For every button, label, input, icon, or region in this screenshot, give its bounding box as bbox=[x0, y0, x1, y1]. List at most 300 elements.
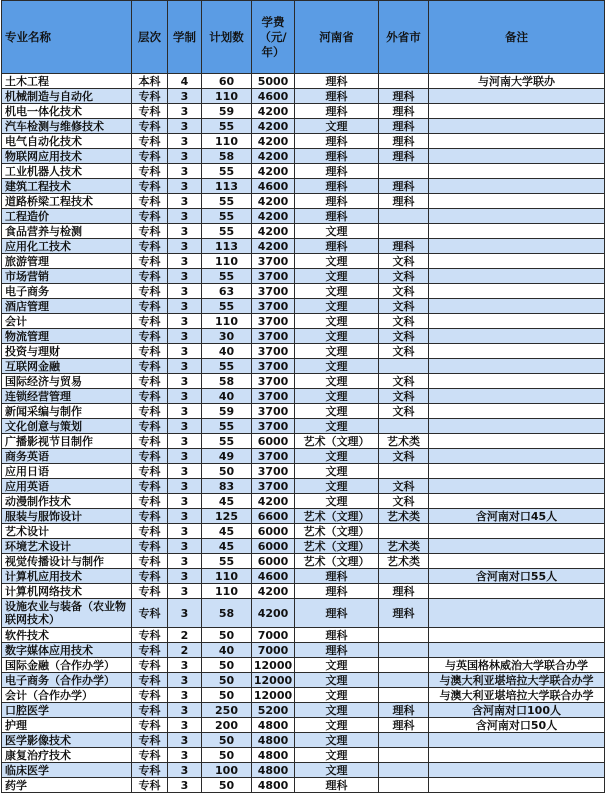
cell-fee: 4200 bbox=[252, 224, 295, 239]
cell-level: 专科 bbox=[132, 718, 168, 733]
cell-note bbox=[429, 239, 605, 254]
cell-outside bbox=[379, 733, 429, 748]
cell-plan: 50 bbox=[202, 464, 252, 479]
cell-henan: 文理 bbox=[295, 269, 379, 284]
header-name: 专业名称 bbox=[2, 1, 132, 74]
cell-name: 视觉传播设计与制作 bbox=[2, 554, 132, 569]
cell-henan: 文理 bbox=[295, 254, 379, 269]
cell-level: 专科 bbox=[132, 164, 168, 179]
cell-fee: 4800 bbox=[252, 778, 295, 793]
cell-note bbox=[429, 479, 605, 494]
table-row bbox=[2, 703, 605, 718]
cell-outside bbox=[379, 359, 429, 374]
cell-henan: 文理 bbox=[295, 404, 379, 419]
cell-note bbox=[429, 434, 605, 449]
cell-name: 会计 bbox=[2, 314, 132, 329]
table-row bbox=[2, 524, 605, 539]
cell-note: 与澳大利亚堪培拉大学联合办学 bbox=[429, 688, 605, 703]
cell-name: 连锁经营管理 bbox=[2, 389, 132, 404]
cell-plan: 110 bbox=[202, 569, 252, 584]
cell-note bbox=[429, 104, 605, 119]
cell-fee: 4800 bbox=[252, 748, 295, 763]
cell-plan: 83 bbox=[202, 479, 252, 494]
cell-note bbox=[429, 209, 605, 224]
cell-level: 本科 bbox=[132, 74, 168, 89]
cell-henan: 理科 bbox=[295, 179, 379, 194]
cell-name: 新闻采编与制作 bbox=[2, 404, 132, 419]
cell-name: 物流管理 bbox=[2, 329, 132, 344]
cell-plan: 45 bbox=[202, 539, 252, 554]
cell-level: 专科 bbox=[132, 239, 168, 254]
cell-name: 市场营销 bbox=[2, 269, 132, 284]
cell-level: 专科 bbox=[132, 104, 168, 119]
cell-fee: 4600 bbox=[252, 89, 295, 104]
cell-outside: 艺术类 bbox=[379, 434, 429, 449]
table-row bbox=[2, 209, 605, 224]
cell-plan: 59 bbox=[202, 104, 252, 119]
cell-outside: 艺术类 bbox=[379, 509, 429, 524]
cell-note bbox=[429, 134, 605, 149]
cell-note bbox=[429, 164, 605, 179]
table-row bbox=[2, 464, 605, 479]
cell-henan: 文理 bbox=[295, 224, 379, 239]
cell-henan: 文理 bbox=[295, 119, 379, 134]
cell-plan: 113 bbox=[202, 239, 252, 254]
cell-years: 3 bbox=[168, 374, 202, 389]
table-row bbox=[2, 628, 605, 643]
cell-name: 旅游管理 bbox=[2, 254, 132, 269]
table-row bbox=[2, 658, 605, 673]
cell-name: 应用英语 bbox=[2, 479, 132, 494]
header-outside: 外省市 bbox=[379, 1, 429, 74]
cell-fee: 6000 bbox=[252, 554, 295, 569]
header-row bbox=[2, 1, 605, 74]
table-row bbox=[2, 314, 605, 329]
table-row bbox=[2, 359, 605, 374]
table-row bbox=[2, 763, 605, 778]
cell-fee: 4800 bbox=[252, 718, 295, 733]
cell-fee: 4600 bbox=[252, 179, 295, 194]
cell-years: 4 bbox=[168, 74, 202, 89]
cell-level: 专科 bbox=[132, 404, 168, 419]
table-row bbox=[2, 733, 605, 748]
cell-plan: 58 bbox=[202, 149, 252, 164]
cell-years: 2 bbox=[168, 628, 202, 643]
cell-years: 3 bbox=[168, 778, 202, 793]
cell-plan: 50 bbox=[202, 733, 252, 748]
cell-name: 软件技术 bbox=[2, 628, 132, 643]
cell-fee: 4800 bbox=[252, 733, 295, 748]
cell-name: 电子商务（合作办学） bbox=[2, 673, 132, 688]
table-row bbox=[2, 299, 605, 314]
cell-outside: 理科 bbox=[379, 179, 429, 194]
cell-fee: 4200 bbox=[252, 194, 295, 209]
cell-level: 专科 bbox=[132, 194, 168, 209]
cell-henan: 文理 bbox=[295, 703, 379, 718]
cell-fee: 3700 bbox=[252, 254, 295, 269]
cell-henan: 理科 bbox=[295, 778, 379, 793]
cell-level: 专科 bbox=[132, 149, 168, 164]
cell-fee: 5200 bbox=[252, 703, 295, 718]
cell-outside: 文科 bbox=[379, 254, 429, 269]
cell-henan: 文理 bbox=[295, 688, 379, 703]
cell-outside: 理科 bbox=[379, 718, 429, 733]
cell-name: 会计（合作办学） bbox=[2, 688, 132, 703]
table-row bbox=[2, 344, 605, 359]
cell-plan: 110 bbox=[202, 254, 252, 269]
cell-years: 3 bbox=[168, 703, 202, 718]
cell-years: 3 bbox=[168, 464, 202, 479]
cell-henan: 文理 bbox=[295, 479, 379, 494]
table-row bbox=[2, 104, 605, 119]
cell-outside: 文科 bbox=[379, 404, 429, 419]
cell-plan: 50 bbox=[202, 673, 252, 688]
cell-plan: 60 bbox=[202, 74, 252, 89]
cell-fee: 4200 bbox=[252, 149, 295, 164]
cell-fee: 7000 bbox=[252, 643, 295, 658]
cell-level: 专科 bbox=[132, 584, 168, 599]
cell-years: 3 bbox=[168, 404, 202, 419]
cell-level: 专科 bbox=[132, 434, 168, 449]
cell-years: 3 bbox=[168, 658, 202, 673]
cell-henan: 艺术（文理） bbox=[295, 434, 379, 449]
cell-fee: 3700 bbox=[252, 479, 295, 494]
cell-note bbox=[429, 464, 605, 479]
cell-henan: 文理 bbox=[295, 449, 379, 464]
cell-name: 艺术设计 bbox=[2, 524, 132, 539]
cell-outside bbox=[379, 673, 429, 688]
cell-plan: 55 bbox=[202, 224, 252, 239]
cell-henan: 艺术（文理） bbox=[295, 554, 379, 569]
cell-henan: 艺术（文理） bbox=[295, 524, 379, 539]
cell-years: 3 bbox=[168, 194, 202, 209]
cell-level: 专科 bbox=[132, 599, 168, 628]
cell-plan: 50 bbox=[202, 688, 252, 703]
cell-name: 口腔医学 bbox=[2, 703, 132, 718]
table-row bbox=[2, 149, 605, 164]
cell-fee: 4600 bbox=[252, 569, 295, 584]
cell-outside bbox=[379, 164, 429, 179]
cell-fee: 7000 bbox=[252, 628, 295, 643]
header-plan: 计划数 bbox=[202, 1, 252, 74]
cell-level: 专科 bbox=[132, 763, 168, 778]
cell-plan: 55 bbox=[202, 119, 252, 134]
cell-years: 3 bbox=[168, 539, 202, 554]
cell-henan: 文理 bbox=[295, 329, 379, 344]
cell-years: 3 bbox=[168, 748, 202, 763]
cell-outside: 理科 bbox=[379, 584, 429, 599]
cell-level: 专科 bbox=[132, 733, 168, 748]
cell-years: 3 bbox=[168, 209, 202, 224]
cell-henan: 理科 bbox=[295, 134, 379, 149]
table-row bbox=[2, 74, 605, 89]
cell-outside: 理科 bbox=[379, 239, 429, 254]
cell-plan: 55 bbox=[202, 359, 252, 374]
cell-years: 3 bbox=[168, 359, 202, 374]
table-row bbox=[2, 748, 605, 763]
cell-fee: 6000 bbox=[252, 434, 295, 449]
cell-name: 食品营养与检测 bbox=[2, 224, 132, 239]
cell-years: 3 bbox=[168, 509, 202, 524]
cell-henan: 文理 bbox=[295, 374, 379, 389]
cell-name: 道路桥梁工程技术 bbox=[2, 194, 132, 209]
cell-plan: 40 bbox=[202, 389, 252, 404]
cell-plan: 110 bbox=[202, 314, 252, 329]
cell-years: 3 bbox=[168, 584, 202, 599]
cell-note bbox=[429, 329, 605, 344]
cell-note: 含河南对口50人 bbox=[429, 718, 605, 733]
cell-henan: 理科 bbox=[295, 164, 379, 179]
cell-years: 3 bbox=[168, 524, 202, 539]
cell-henan: 文理 bbox=[295, 314, 379, 329]
cell-henan: 文理 bbox=[295, 299, 379, 314]
cell-outside bbox=[379, 419, 429, 434]
cell-note bbox=[429, 314, 605, 329]
cell-level: 专科 bbox=[132, 89, 168, 104]
cell-henan: 文理 bbox=[295, 284, 379, 299]
cell-note bbox=[429, 449, 605, 464]
cell-years: 3 bbox=[168, 599, 202, 628]
cell-fee: 3700 bbox=[252, 449, 295, 464]
cell-outside: 文科 bbox=[379, 284, 429, 299]
cell-plan: 50 bbox=[202, 748, 252, 763]
cell-name: 服装与服饰设计 bbox=[2, 509, 132, 524]
table-row bbox=[2, 718, 605, 733]
cell-outside: 理科 bbox=[379, 149, 429, 164]
cell-years: 3 bbox=[168, 389, 202, 404]
table-row bbox=[2, 479, 605, 494]
cell-outside: 文科 bbox=[379, 389, 429, 404]
cell-plan: 55 bbox=[202, 164, 252, 179]
cell-level: 专科 bbox=[132, 344, 168, 359]
cell-plan: 55 bbox=[202, 419, 252, 434]
table-row bbox=[2, 134, 605, 149]
table-row bbox=[2, 584, 605, 599]
cell-name: 工业机器人技术 bbox=[2, 164, 132, 179]
cell-note bbox=[429, 599, 605, 628]
cell-level: 专科 bbox=[132, 329, 168, 344]
cell-henan: 文理 bbox=[295, 748, 379, 763]
cell-fee: 4200 bbox=[252, 584, 295, 599]
cell-level: 专科 bbox=[132, 284, 168, 299]
cell-henan: 文理 bbox=[295, 658, 379, 673]
cell-level: 专科 bbox=[132, 209, 168, 224]
cell-henan: 文理 bbox=[295, 718, 379, 733]
cell-note: 与澳大利亚堪培拉大学联合办学 bbox=[429, 673, 605, 688]
cell-years: 3 bbox=[168, 134, 202, 149]
cell-outside bbox=[379, 643, 429, 658]
cell-name: 酒店管理 bbox=[2, 299, 132, 314]
cell-outside: 理科 bbox=[379, 104, 429, 119]
cell-fee: 3700 bbox=[252, 464, 295, 479]
cell-fee: 4200 bbox=[252, 239, 295, 254]
cell-outside: 艺术类 bbox=[379, 554, 429, 569]
cell-years: 3 bbox=[168, 449, 202, 464]
header-years: 学制 bbox=[168, 1, 202, 74]
table-row bbox=[2, 554, 605, 569]
cell-note bbox=[429, 284, 605, 299]
cell-outside: 理科 bbox=[379, 134, 429, 149]
table-row bbox=[2, 688, 605, 703]
cell-level: 专科 bbox=[132, 569, 168, 584]
cell-outside bbox=[379, 74, 429, 89]
cell-fee: 3700 bbox=[252, 419, 295, 434]
cell-plan: 55 bbox=[202, 209, 252, 224]
cell-note bbox=[429, 389, 605, 404]
cell-level: 专科 bbox=[132, 389, 168, 404]
cell-fee: 3700 bbox=[252, 404, 295, 419]
table-row bbox=[2, 89, 605, 104]
cell-years: 3 bbox=[168, 763, 202, 778]
cell-plan: 55 bbox=[202, 554, 252, 569]
cell-note: 与英国格林威治大学联合办学 bbox=[429, 658, 605, 673]
cell-level: 专科 bbox=[132, 554, 168, 569]
cell-name: 机械制造与自动化 bbox=[2, 89, 132, 104]
cell-fee: 3700 bbox=[252, 299, 295, 314]
cell-years: 3 bbox=[168, 239, 202, 254]
header-henan: 河南省 bbox=[295, 1, 379, 74]
cell-plan: 55 bbox=[202, 299, 252, 314]
cell-years: 3 bbox=[168, 329, 202, 344]
cell-outside bbox=[379, 763, 429, 778]
cell-outside bbox=[379, 628, 429, 643]
cell-years: 3 bbox=[168, 718, 202, 733]
cell-fee: 6000 bbox=[252, 524, 295, 539]
table-row bbox=[2, 599, 605, 628]
table-row bbox=[2, 643, 605, 658]
cell-henan: 文理 bbox=[295, 673, 379, 688]
cell-plan: 49 bbox=[202, 449, 252, 464]
cell-note bbox=[429, 89, 605, 104]
cell-name: 机电一体化技术 bbox=[2, 104, 132, 119]
cell-note: 含河南对口55人 bbox=[429, 569, 605, 584]
cell-level: 专科 bbox=[132, 134, 168, 149]
cell-years: 3 bbox=[168, 494, 202, 509]
cell-note bbox=[429, 643, 605, 658]
cell-plan: 125 bbox=[202, 509, 252, 524]
cell-plan: 63 bbox=[202, 284, 252, 299]
cell-outside bbox=[379, 658, 429, 673]
cell-name: 设施农业与装备（农业物联网技术） bbox=[2, 599, 132, 628]
cell-level: 专科 bbox=[132, 464, 168, 479]
cell-level: 专科 bbox=[132, 703, 168, 718]
cell-henan: 理科 bbox=[295, 239, 379, 254]
cell-fee: 6000 bbox=[252, 539, 295, 554]
cell-years: 3 bbox=[168, 224, 202, 239]
cell-plan: 110 bbox=[202, 134, 252, 149]
cell-fee: 4200 bbox=[252, 119, 295, 134]
cell-plan: 55 bbox=[202, 434, 252, 449]
table-row bbox=[2, 449, 605, 464]
header-fee: 学费（元/年） bbox=[252, 1, 295, 74]
cell-fee: 3700 bbox=[252, 344, 295, 359]
cell-name: 商务英语 bbox=[2, 449, 132, 464]
table-row bbox=[2, 509, 605, 524]
cell-note: 含河南对口100人 bbox=[429, 703, 605, 718]
cell-note bbox=[429, 748, 605, 763]
cell-plan: 50 bbox=[202, 778, 252, 793]
table-row bbox=[2, 224, 605, 239]
cell-note bbox=[429, 419, 605, 434]
cell-henan: 文理 bbox=[295, 389, 379, 404]
cell-years: 3 bbox=[168, 733, 202, 748]
cell-note bbox=[429, 733, 605, 748]
table-row bbox=[2, 239, 605, 254]
cell-outside: 文科 bbox=[379, 299, 429, 314]
cell-name: 汽车检测与维修技术 bbox=[2, 119, 132, 134]
cell-plan: 30 bbox=[202, 329, 252, 344]
cell-fee: 3700 bbox=[252, 329, 295, 344]
cell-years: 3 bbox=[168, 104, 202, 119]
cell-years: 3 bbox=[168, 284, 202, 299]
cell-name: 计算机应用技术 bbox=[2, 569, 132, 584]
cell-fee: 3700 bbox=[252, 359, 295, 374]
cell-plan: 110 bbox=[202, 584, 252, 599]
cell-fee: 4200 bbox=[252, 104, 295, 119]
cell-name: 广播影视节目制作 bbox=[2, 434, 132, 449]
cell-level: 专科 bbox=[132, 673, 168, 688]
cell-note bbox=[429, 539, 605, 554]
cell-henan: 理科 bbox=[295, 74, 379, 89]
cell-plan: 58 bbox=[202, 599, 252, 628]
cell-fee: 3700 bbox=[252, 389, 295, 404]
table-body bbox=[2, 74, 605, 793]
cell-fee: 6600 bbox=[252, 509, 295, 524]
cell-years: 3 bbox=[168, 164, 202, 179]
cell-note bbox=[429, 299, 605, 314]
cell-note bbox=[429, 628, 605, 643]
table-row bbox=[2, 539, 605, 554]
table-row bbox=[2, 269, 605, 284]
cell-note bbox=[429, 194, 605, 209]
cell-note bbox=[429, 179, 605, 194]
cell-name: 建筑工程技术 bbox=[2, 179, 132, 194]
cell-years: 3 bbox=[168, 569, 202, 584]
cell-years: 2 bbox=[168, 643, 202, 658]
cell-note: 含河南对口45人 bbox=[429, 509, 605, 524]
table-row bbox=[2, 778, 605, 793]
cell-henan: 艺术（文理） bbox=[295, 539, 379, 554]
cell-name: 投资与理财 bbox=[2, 344, 132, 359]
cell-plan: 100 bbox=[202, 763, 252, 778]
cell-plan: 40 bbox=[202, 344, 252, 359]
table-row bbox=[2, 164, 605, 179]
cell-name: 计算机网络技术 bbox=[2, 584, 132, 599]
cell-outside: 文科 bbox=[379, 329, 429, 344]
cell-name: 数字媒体应用技术 bbox=[2, 643, 132, 658]
cell-outside: 理科 bbox=[379, 194, 429, 209]
cell-henan: 文理 bbox=[295, 359, 379, 374]
cell-outside bbox=[379, 524, 429, 539]
table-row bbox=[2, 494, 605, 509]
table-row bbox=[2, 434, 605, 449]
cell-level: 专科 bbox=[132, 269, 168, 284]
cell-henan: 理科 bbox=[295, 194, 379, 209]
header-level: 层次 bbox=[132, 1, 168, 74]
cell-henan: 理科 bbox=[295, 209, 379, 224]
cell-name: 土木工程 bbox=[2, 74, 132, 89]
cell-years: 3 bbox=[168, 179, 202, 194]
table-row bbox=[2, 569, 605, 584]
cell-level: 专科 bbox=[132, 419, 168, 434]
cell-henan: 理科 bbox=[295, 628, 379, 643]
cell-plan: 55 bbox=[202, 194, 252, 209]
cell-level: 专科 bbox=[132, 479, 168, 494]
header-note: 备注 bbox=[429, 1, 605, 74]
cell-fee: 4200 bbox=[252, 209, 295, 224]
cell-outside: 文科 bbox=[379, 344, 429, 359]
cell-name: 国际金融（合作办学） bbox=[2, 658, 132, 673]
